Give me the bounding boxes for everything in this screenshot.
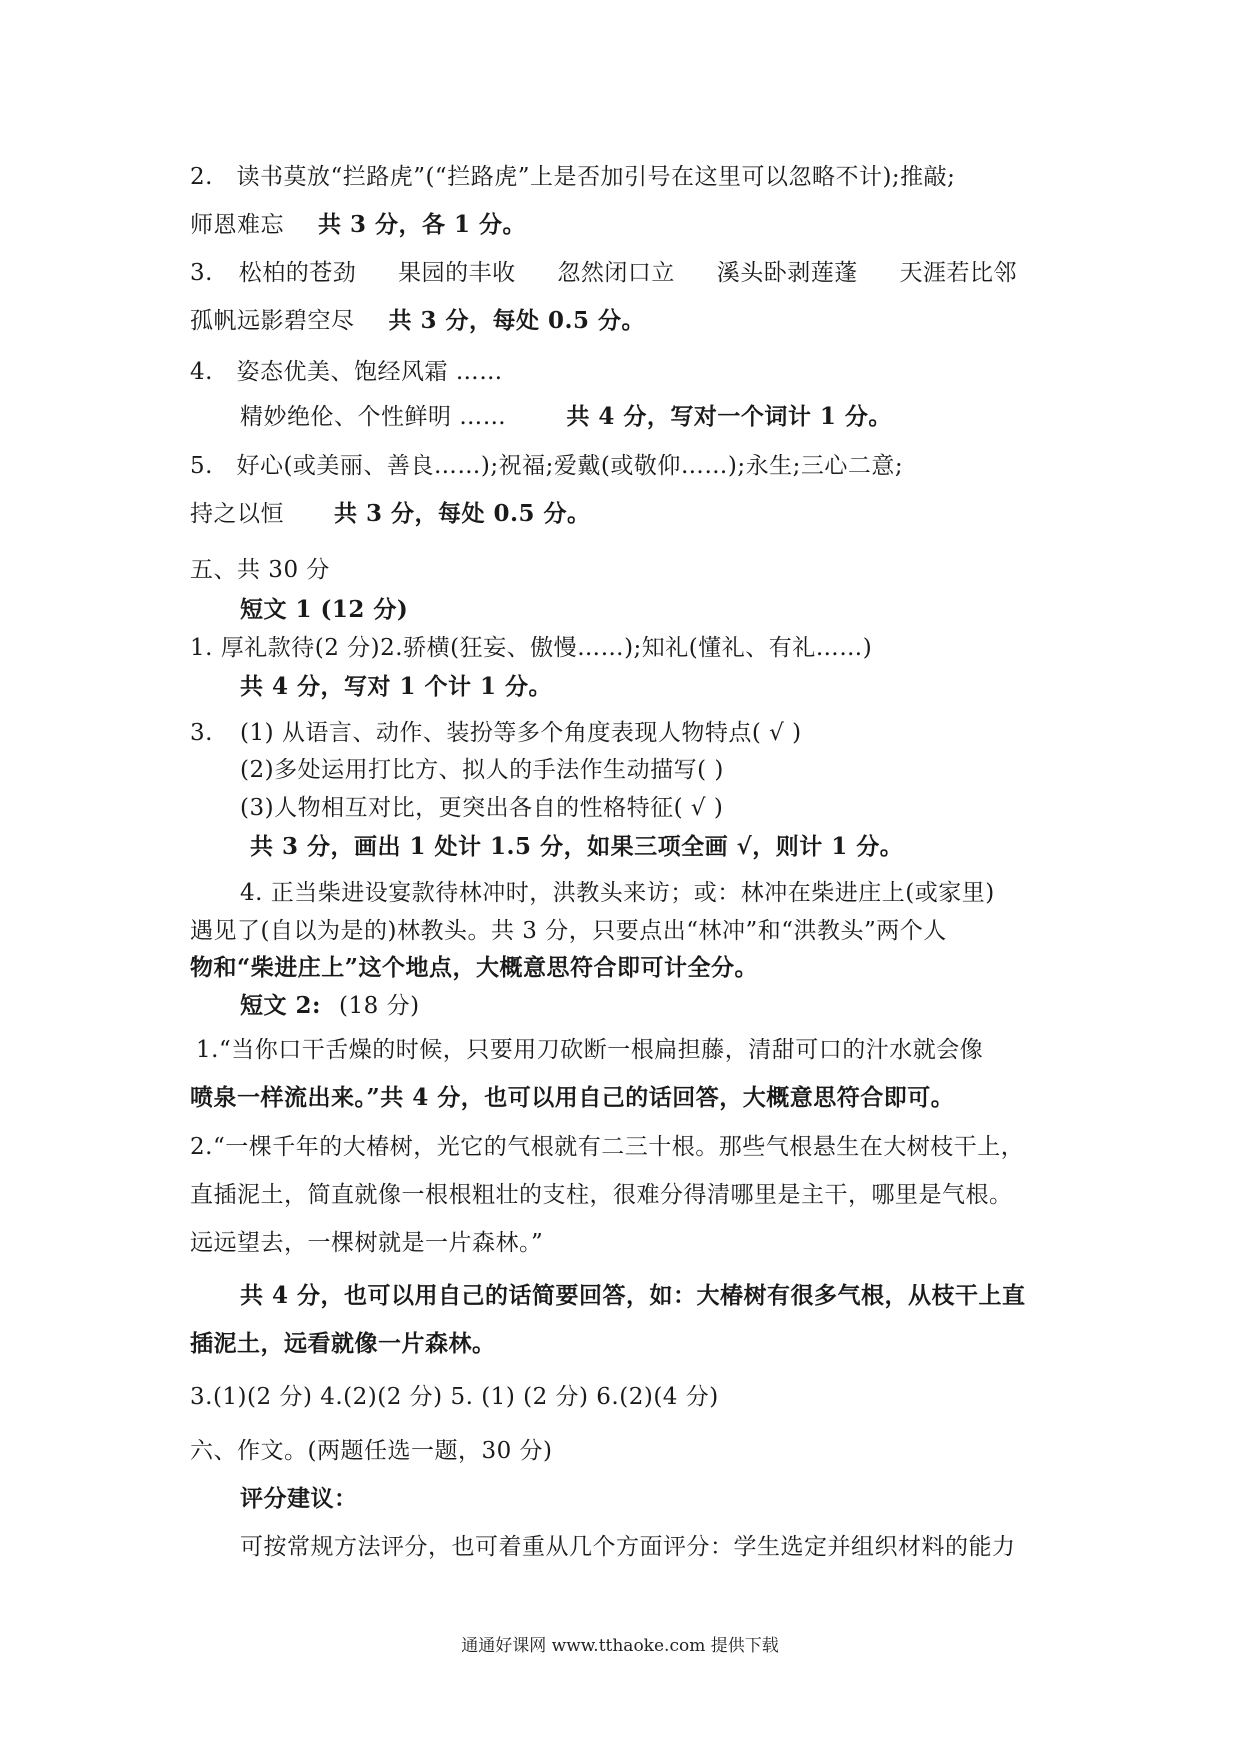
q5-p2-item1-line2: 喷泉一样流出来。”共 4 分，也可以用自己的话回答，大概意思符合即可。 (190, 1084, 955, 1111)
q5-p1-item3-opt1: (1) 从语言、动作、装扮等多个角度表现人物特点( √ ) (240, 720, 802, 746)
q4-item5-line2 (190, 499, 591, 529)
q5-p2-items3to6: 3.(1)(2 分) 4.(2)(2 分) 5. (1) (2 分) 6.(2)(4 分) (190, 1384, 719, 1410)
q4-item3-answer: 孤帆远影碧空尽 (190, 308, 355, 334)
q5-p1-item3-opt2: (2)多处运用打比方、拟人的手法作生动描写( ) (240, 757, 724, 783)
q6-heading: 六、作文。(两题任选一题，30 分) (190, 1438, 553, 1464)
q4-item3-word: 溪头卧剥莲蓬 (716, 260, 858, 286)
q4-item3-num: 3. (190, 260, 213, 286)
q5-p1-item3-num: 3. (190, 720, 213, 746)
q5-passage2-title-line (240, 991, 420, 1021)
q4-item3-line1 (190, 258, 1017, 288)
q4-item5-score: 共 3 分，每处 0.5 分。 (334, 500, 591, 527)
q5-passage1-title: 短文 1 (12 分) (240, 596, 409, 623)
q4-item2-score: 共 3 分，各 1 分。 (318, 211, 527, 238)
q5-p1-item4-line2: 遇见了(自以为是的)林教头。共 3 分，只要点出“林冲”和“洪教头”两个人 (190, 918, 947, 944)
q5-p2-item2-line1: 2.“一棵千年的大椿树，光它的气根就有二三十根。那些气根悬生在大树枝干上， (190, 1134, 1025, 1160)
q5-p2-item1-line1: 1.“当你口干舌燥的时候，只要用刀砍断一根扁担藤，清甜可口的汁水就会像 (196, 1037, 984, 1063)
q5-p2-item2-line3: 远远望去，一棵树就是一片森林。” (190, 1230, 544, 1256)
q4-item5-line1: 5. 好心(或美丽、善良……);祝福;爱戴(或敬仰……);永生;三心二意; (190, 453, 904, 479)
q5-p2-item2-score-line1: 共 4 分，也可以用自己的话简要回答，如：大椿树有很多气根，从枝干上直 (240, 1282, 1026, 1309)
q6-paragraph: 可按常规方法评分，也可着重从几个方面评分：学生选定并组织材料的能力 (240, 1534, 1016, 1560)
q4-item2-answer: 师恩难忘 (190, 212, 284, 238)
q4-item3-word: 忽然闭口立 (557, 260, 675, 286)
q4-item2-line1: 2. 读书莫放“拦路虎”(“拦路虎”上是否加引号在这里可以忽略不计);推敲; (190, 164, 956, 190)
q5-p2-item2-score-line2: 插泥土，远看就像一片森林。 (190, 1330, 496, 1357)
q4-item3-word: 天涯若比邻 (899, 260, 1018, 286)
q5-heading: 五、共 30 分 (190, 557, 330, 583)
q5-p1-item3-opt3: (3)人物相互对比，更突出各自的性格特征( √ ) (240, 795, 724, 821)
q5-p1-item1-line2: 共 4 分，写对 1 个计 1 分。 (240, 673, 553, 700)
q4-item3-word: 松柏的苍劲 (238, 260, 357, 286)
q4-item2-line2 (190, 210, 526, 240)
q4-item4-score: 共 4 分，写对一个词计 1 分。 (566, 403, 892, 430)
q4-item3-word: 果园的丰收 (398, 260, 516, 286)
q4-item4-line1: 4. 姿态优美、饱经风霜 …… (190, 359, 503, 385)
page-footer: 通通好课网 www.tthaoke.com 提供下载 (461, 1636, 779, 1656)
q6-subheading: 评分建议： (240, 1485, 358, 1512)
q5-passage2-score: (18 分) (339, 993, 420, 1019)
q5-passage2-title: 短文 2: (240, 992, 322, 1019)
q5-p1-item3-score: 共 3 分，画出 1 处计 1.5 分，如果三项全画 √，则计 1 分。 (250, 833, 904, 860)
q5-p1-item4-line3: 物和“柴进庄上”这个地点，大概意思符合即可计全分。 (190, 954, 758, 981)
q4-item3-line2 (190, 306, 645, 336)
q5-p1-item1-line1: 1. 厚礼款待(2 分)2.骄横(狂妄、傲慢……);知礼(懂礼、有礼……) (190, 635, 873, 661)
q4-item5-answer: 持之以恒 (190, 501, 284, 527)
q5-p2-item2-line2: 直插泥土，简直就像一根根粗壮的支柱，很难分得清哪里是主干，哪里是气根。 (190, 1182, 1013, 1208)
q4-item4-line2 (240, 402, 892, 432)
q4-item3-score: 共 3 分，每处 0.5 分。 (388, 307, 646, 334)
q4-item4-answer: 精妙绝伦、个性鲜明 …… (240, 404, 507, 430)
q5-p1-item4-line1: 4. 正当柴进设宴款待林冲时，洪教头来访；或：林冲在柴进庄上(或家里) (240, 880, 995, 906)
